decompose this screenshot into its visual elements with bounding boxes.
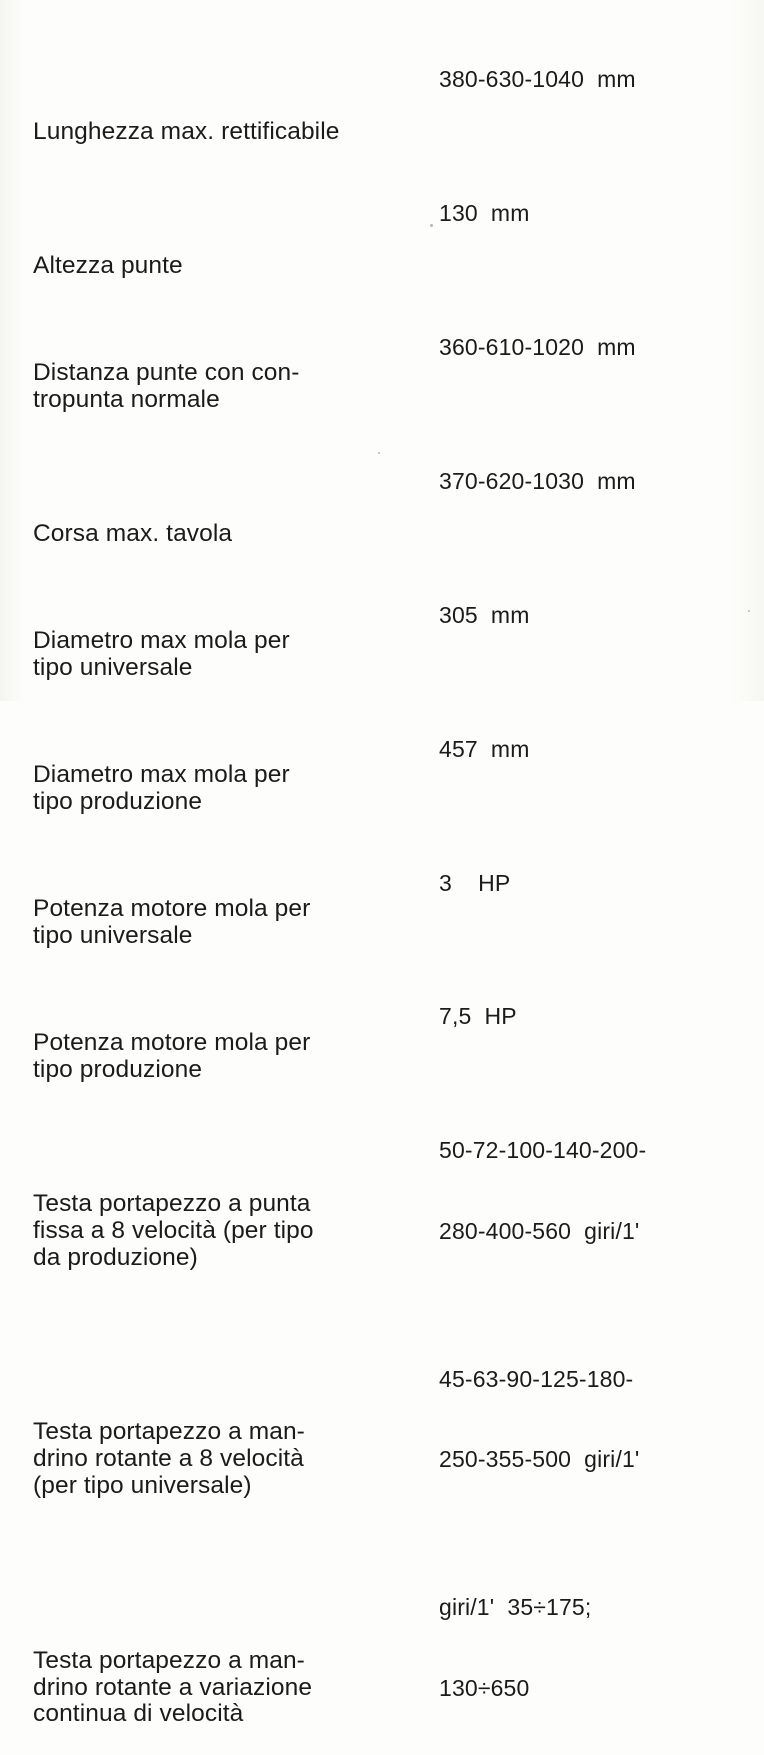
spec-label-line: Potenza motore mola per [33,895,311,923]
spec-value [416,682,733,816]
spec-value-line: 50-72-100-140-200- [439,1137,647,1164]
spec-row-table-travel [33,414,733,548]
spec-row-wheel-motor-power-production [33,950,733,1084]
spec-label-line: Lunghezza max. rettificabile [33,118,340,146]
spec-value [416,950,733,1084]
spec-value-line: 7,5 HP [439,1003,517,1030]
spec-label-line: tipo produzione [33,1056,203,1084]
spec-label [33,119,416,146]
spec-label-line: (per tipo universale) [33,1472,252,1500]
spec-label [33,1191,416,1298]
spec-value [416,1312,733,1526]
spec-label-line: da produzione) [33,1243,198,1271]
spec-value [416,280,733,414]
spec-label [33,253,416,280]
spec-value-line: 250-355-500 giri/1' [439,1446,640,1473]
spec-value-line: 45-63-90-125-180- [439,1365,634,1392]
spec-value-line: 305 mm [439,601,530,628]
spec-row-distance-between-centers [33,280,733,414]
spec-label-line: Diametro max mola per [33,761,290,789]
spec-label-line: Testa portapezzo a punta [33,1190,311,1218]
spec-label-line: Diametro max mola per [33,627,290,655]
spec-label-line: Potenza motore mola per [33,1029,311,1057]
spec-label [33,360,416,414]
spec-label-line: tropunta normale [33,386,220,414]
spec-value [416,1084,733,1298]
spec-value-line: giri/1' 35÷175; [439,1594,592,1621]
spec-label-line: fissa a 8 velocità (per tipo [33,1216,314,1244]
spec-label [33,1030,416,1084]
scan-speck [378,452,380,454]
spec-label-line: Altezza punte [33,252,183,280]
spec-value-line: 360-610-1020 mm [439,333,636,360]
spec-label-line: Testa portapezzo a man- [33,1418,305,1446]
spec-row-max-grinding-length [33,12,733,146]
spec-value-line: 130 mm [439,199,530,226]
spec-value [416,12,733,146]
scan-speck [430,224,433,227]
spec-label [33,521,416,548]
spec-label [33,628,416,682]
spec-label-line: drino rotante a variazione [33,1673,313,1701]
spec-label [33,1419,416,1526]
spec-row-workhead-rotating-spindle [33,1312,733,1526]
spec-value-line: 380-630-1040 mm [439,65,636,92]
spec-label [33,1648,416,1755]
spec-value [416,146,733,280]
scan-speck [748,610,750,612]
spec-value-line: 3 HP [439,869,511,896]
spec-label [33,896,416,950]
spec-row-workhead-variable-speed [33,1541,733,1755]
spec-label-line: drino rotante a 8 velocità [33,1445,304,1473]
spec-label-line: Testa portapezzo a man- [33,1646,305,1674]
spec-label-line: tipo produzione [33,788,203,816]
spec-value-line: 457 mm [439,735,530,762]
spec-label-line: Corsa max. tavola [33,520,233,548]
spec-row-wheel-motor-power-universal [33,816,733,950]
spec-label-line: continua di velocità [33,1700,244,1728]
spec-value-line: 370-620-1030 mm [439,467,636,494]
spec-value [416,1541,733,1755]
spec-label-line: tipo universale [33,922,193,950]
spec-value [416,816,733,950]
spec-row-wheel-diameter-production [33,682,733,816]
spec-row-center-height [33,146,733,280]
spec-label-line: tipo universale [33,654,193,682]
spec-row-workhead-fixed-center [33,1084,733,1298]
spec-value [416,414,733,548]
spec-row-wheel-diameter-universal [33,548,733,682]
spec-label [33,762,416,816]
spec-value-line: 130÷650 [439,1674,530,1701]
spec-value-line: 280-400-560 giri/1' [439,1217,640,1244]
spec-label-line: Distanza punte con con- [33,359,300,387]
spec-value [416,548,733,682]
spec-table [33,12,733,1755]
